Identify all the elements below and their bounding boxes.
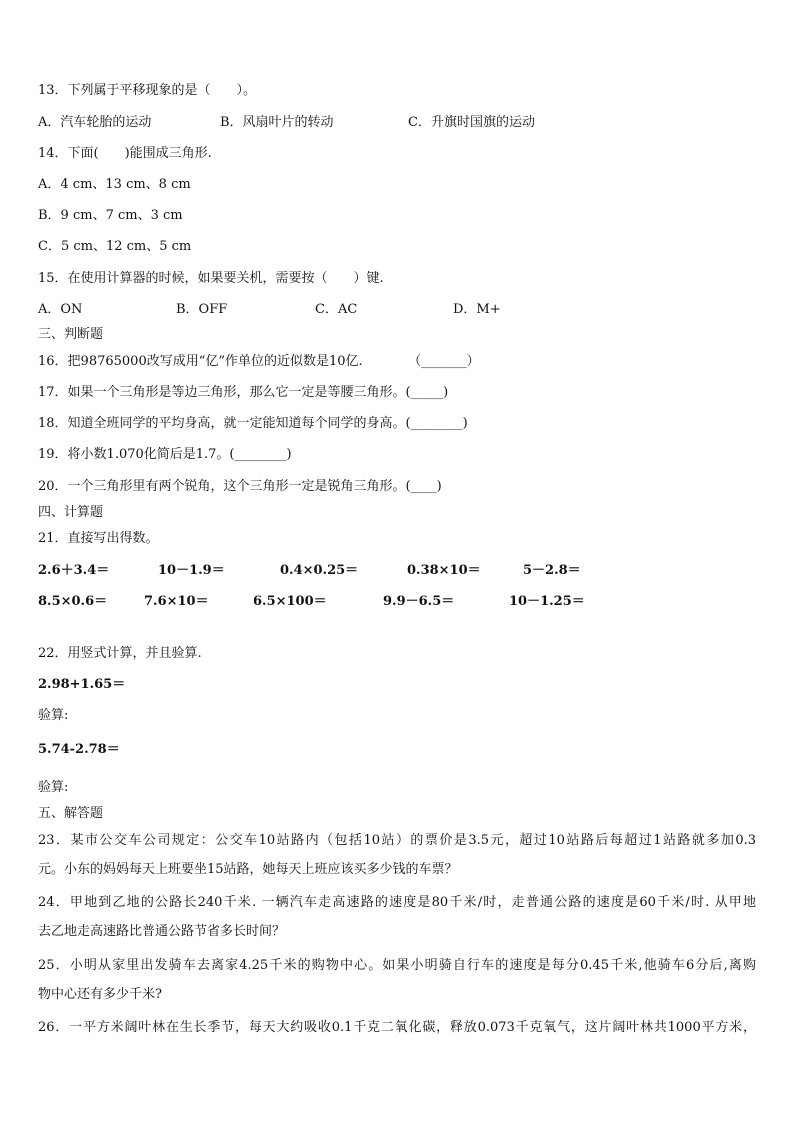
q25-line-1: 25．小明从家里出发骑车去离家4.25千米的购物中心。如果小明骑自行车的速度是每分0.45千米,他骑车6分后,离购 [38,958,756,973]
q21-row1-item: 2.6＋3.4＝ [38,563,110,578]
q21-row2-item: 6.5×100＝ [253,594,327,609]
q21-stem: 21．直接写出得数。 [38,531,159,546]
q16: 16．把98765000改写成用“亿”作单位的近似数是10亿. （_______） [38,354,480,369]
q23-line-1: 23．某市公交车公司规定：公交车10站路内（包括10站）的票价是3.5元，超过10站路后每超过1站路就多加0.3 [38,833,756,848]
q22-expression-2: 5.74-2.78＝ [38,742,120,757]
q17: 17．如果一个三角形是等边三角形，那么它一定是等腰三角形。(_____) [38,385,449,400]
q20: 20．一个三角形里有两个锐角，这个三角形一定是锐角三角形。(____) [38,479,442,494]
q22-stem: 22．用竖式计算，并且验算. [38,646,202,661]
section-heading-judgement: 三、判断题 [38,327,104,342]
q14-stem: 14．下面( )能围成三角形. [38,146,212,161]
q13-option-c: C．升旗时国旗的运动 [408,115,535,130]
q19: 19．将小数1.070化简后是1.7。(________) [38,447,292,462]
q15-option-b: B．OFF [176,302,228,317]
q21-row2-item: 7.6×10＝ [144,594,209,609]
q23-line-2: 元。小东的妈妈每天上班要坐15站路，她每天上班应该买多少钱的车票？ [38,862,458,877]
q13-stem: 13．下列属于平移现象的是（ ）。 [38,83,257,98]
q21-row1-item: 10－1.9＝ [158,563,225,578]
q21-row1-item: 0.4×0.25＝ [280,563,359,578]
q24-line-1: 24．甲地到乙地的公路长240千米. 一辆汽车走高速路的速度是80千米/时，走普通公路的速度是60千米/时. 从甲地 [38,895,756,910]
q15-option-a: A．ON [38,302,83,317]
q15-option-d: D．M+ [453,302,501,317]
q24-line-2: 去乙地走高速路比普通公路节省多长时间？ [38,924,286,939]
q14-option-c: C．5 cm、12 cm、5 cm [38,239,192,254]
q18: 18．知道全班同学的平均身高，就一定能知道每个同学的身高。(________) [38,416,468,431]
q21-row2-item: 9.9－6.5＝ [383,594,455,609]
q14-option-b: B．9 cm、7 cm、3 cm [38,208,183,223]
q21-row1-item: 0.38×10＝ [407,563,481,578]
section-heading-calculation: 四、计算题 [38,505,104,520]
q22-check-label-1: 验算: [38,708,69,723]
q21-row2-item: 10－1.25＝ [509,594,585,609]
q14-option-a: A．4 cm、13 cm、8 cm [38,177,191,192]
q13-option-b: B．风扇叶片的转动 [220,115,334,130]
q13-option-a: A．汽车轮胎的运动 [38,115,152,130]
q15-option-c: C．AC [315,302,358,317]
section-heading-word-problems: 五、解答题 [38,806,104,821]
q22-check-label-2: 验算: [38,780,69,795]
q26-line-1: 26．一平方米阔叶林在生长季节，每天大约吸收0.1千克二氧化碳，释放0.073千克氧气，这片阔叶林共1000平方米， [38,1020,756,1035]
q25-line-2: 物中心还有多少千米? [38,987,162,1002]
q21-row1-item: 5－2.8＝ [523,563,581,578]
q22-expression-1: 2.98+1.65＝ [38,677,126,692]
q15-stem: 15．在使用计算器的时候，如果要关机，需要按（ ）键. [38,271,384,286]
q21-row2-item: 8.5×0.6＝ [38,594,108,609]
